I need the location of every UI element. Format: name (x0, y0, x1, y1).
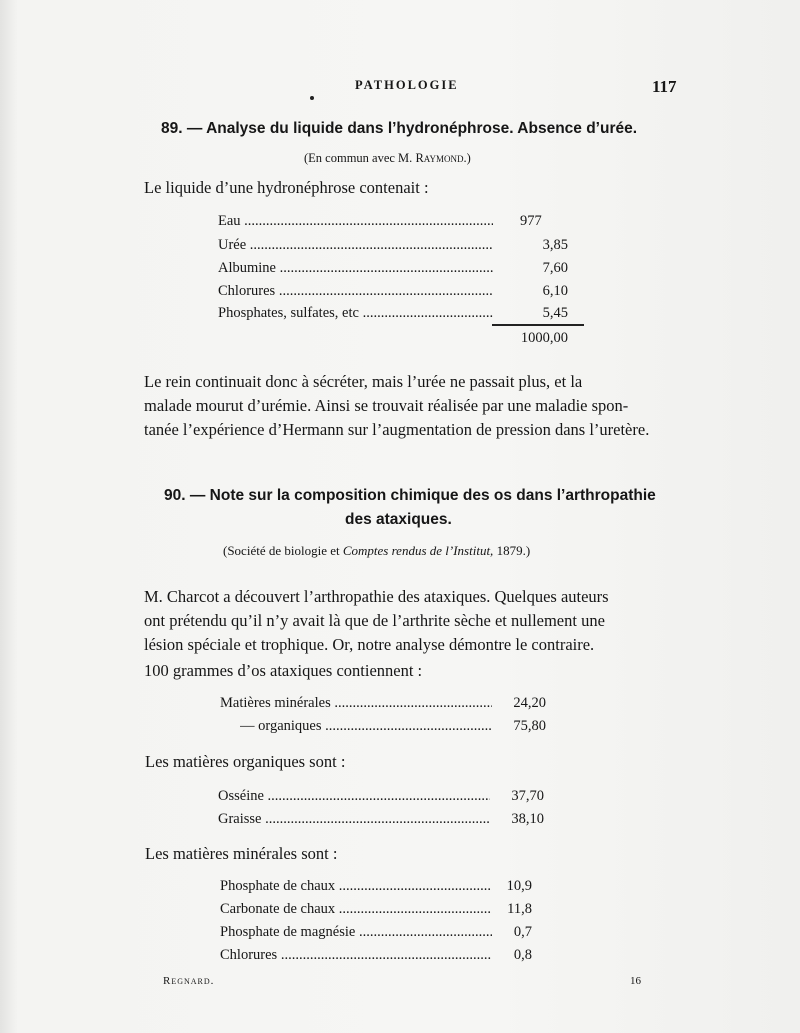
row-label: Phosphate de chaux ..... (220, 878, 492, 895)
paragraph-line: malade mourut d’urémie. Ainsi se trouvait réalisée par une maladie spon- (144, 396, 629, 415)
row-label: Eau ..... (218, 213, 493, 230)
row-label: Matières minérales ..... (220, 695, 492, 712)
subtitle-name: Raymond (415, 151, 464, 165)
table-row (218, 237, 568, 254)
section-90-title-line2: des ataxiques. (345, 511, 452, 528)
row-value: 75,80 (513, 718, 546, 734)
section-89-subtitle (304, 151, 471, 166)
paragraph-line: lésion spéciale et trophique. Or, notre analyse démontre le contraire. (144, 635, 595, 654)
total-value: 1000,00 (520, 330, 568, 346)
subtitle-prefix: (En commun avec M. (304, 151, 413, 165)
row-label: Graisse ..... (218, 811, 490, 828)
section-90-source (223, 543, 530, 559)
table-row (220, 924, 532, 941)
table-row (218, 811, 544, 828)
source-year: 1879.) (496, 543, 531, 558)
row-label: Phosphates, sulfates, etc ..... (218, 305, 493, 322)
row-label: Osséine ..... (218, 788, 490, 805)
row-value: 3,85 (542, 237, 568, 253)
section-90-title-line1: 90. — Note sur la composition chimique des os dans l’arthropathie (164, 487, 656, 504)
row-label: Urée ..... (218, 237, 493, 254)
row-value: 0,8 (513, 947, 532, 963)
ink-dot (310, 96, 314, 100)
table-row (220, 901, 532, 918)
source-prefix: (Société de biologie et (223, 543, 340, 558)
table-total (508, 330, 568, 347)
row-label: Carbonate de chaux ..... (220, 901, 492, 918)
organic-heading: Les matières organiques sont : (145, 752, 346, 771)
table-row (218, 305, 568, 322)
footer-author: Regnard. (163, 975, 215, 987)
subtitle-suffix: .) (463, 151, 471, 165)
section-89-conclusion (144, 370, 689, 442)
row-value: 977 (520, 213, 542, 229)
running-title: PATHOLOGIE (355, 78, 459, 92)
section-89-title: 89. — Analyse du liquide dans l’hydronéphrose. Absence d’urée. (161, 120, 638, 137)
paragraph-line: tanée l’expérience d’Hermann sur l’augmentation de pression dans l’uretère. (144, 420, 650, 439)
table-row (218, 788, 544, 805)
section-89-intro: Le liquide d’une hydronéphrose contenait : (144, 178, 429, 197)
paragraph-line: Le rein continuait donc à sécréter, mais l’urée ne passait plus, et la (144, 372, 583, 391)
row-label: — organiques ..... (240, 718, 492, 735)
signature-mark: 16 (630, 975, 641, 987)
table-row (240, 718, 546, 735)
row-value: 38,10 (511, 811, 544, 827)
page-header (0, 78, 800, 98)
section-90-intro (144, 585, 689, 657)
row-value: 11,8 (507, 901, 532, 917)
grams-line: 100 grammes d’os ataxiques contiennent : (144, 661, 423, 680)
row-value: 5,45 (542, 305, 568, 321)
table-row (220, 947, 532, 964)
row-label: Phosphate de magnésie ..... (220, 924, 492, 941)
row-label: Chlorures ..... (220, 947, 492, 964)
paragraph-line: ont prétendu qu’il n’y avait là que de l’arthrite sèche et nullement une (144, 611, 605, 630)
mineral-heading: Les matières minérales sont : (145, 844, 338, 863)
source-italic: Comptes rendus de l’Institut, (342, 543, 494, 558)
table-row (218, 260, 568, 277)
row-value: 0,7 (513, 924, 532, 940)
row-value: 10,9 (506, 878, 532, 894)
table-row (220, 695, 546, 712)
row-label: Albumine ..... (218, 260, 493, 277)
paragraph-line: M. Charcot a découvert l’arthropathie des ataxiques. Quelques auteurs (144, 587, 609, 606)
row-value: 6,10 (542, 283, 568, 299)
page-number: 117 (652, 77, 677, 96)
row-label: Chlorures ..... (218, 283, 493, 300)
sum-rule (492, 324, 584, 326)
table-row (220, 878, 532, 895)
table-row (218, 283, 568, 300)
row-value: 37,70 (511, 788, 544, 804)
row-value: 24,20 (513, 695, 546, 711)
row-value: 7,60 (542, 260, 568, 276)
table-row (218, 213, 568, 230)
